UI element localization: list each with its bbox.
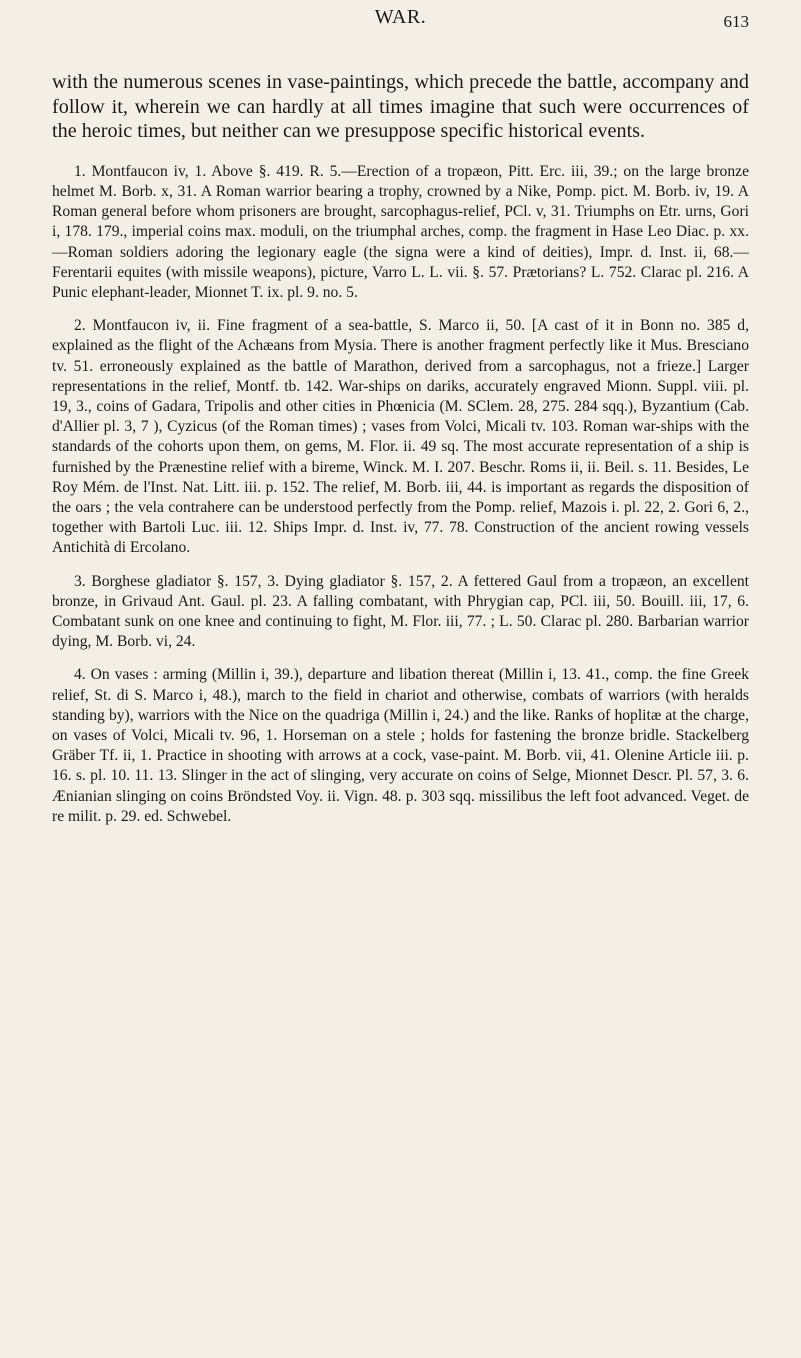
page-header [52, 0, 749, 34]
footnote-1: 1. Montfaucon iv, 1. Above §. 419. R. 5.—Erection of a tropæon, Pitt. Erc. iii, 39.; on the large bronze helmet M. Borb. x, 31. A Roman warrior bearing a trophy, crowned by a Nike, Pomp. pict. M. Borb. iv, 19. A Roman general before whom prisoners are brought, sarcophagus-relief, PCl. v, 31. Triumphs on Etr. urns, Gori i, 178. 179., imperial coins max. moduli, on the triumphal arches, comp. the fragment in Hase Leo Diac. p. xx.—Roman soldiers adoring the legionary eagle (the signa were a kind of deities), Impr. d. Inst. ii, 68.—Ferentarii equites (with missile weapons), picture, Varro L. L. vii. §. 57. Prætorians? L. 752. Clarac pl. 216. A Punic elephant-leader, Mionnet T. ix. pl. 9. no. 5. [52, 162, 749, 301]
running-title: WAR. [374, 6, 427, 28]
page-number: 613 [723, 12, 749, 31]
footnote-2: 2. Montfaucon iv, ii. Fine fragment of a sea-battle, S. Marco ii, 50. [A cast of it in Bonn no. 385 d, explained as the flight of the Achæans from Mysia. There is another fragment perfectly like it Mus. Bresciano tv. 51. erroneously explained as the battle of Marathon, derived from a sarcophagus, not a frieze.] Larger representations in the relief, Montf. tb. 142. War-ships on dariks, accurately engraved Mionn. Suppl. viii. pl. 19, 3., coins of Gadara, Tripolis and other cities in Phœnicia (M. SClem. 28, 275. 284 sqq.), Byzantium (Cab. d'Allier pl. 3, 7 ), Cyzicus (of the Roman times) ; vases from Volci, Micali tv. 103. Roman war-ships with the standards of the cohorts upon them, on gems, M. Flor. ii. 49 sq. The most accurate representation of a ship is furnished by the Prænestine relief with a bireme, Winck. M. I. 207. Beschr. Roms ii, ii. Beil. s. 11. Besides, Le Roy Mém. de l'Inst. Nat. Litt. iii. p. 152. The relief, M. Borb. iii, 44. is important as regards the disposition of the oars ; the vela contrahere can be understood perfectly from the Pomp. relief, Mazois i. pl. 22, 2. Gori 6, 2., together with Bartoli Luc. iii. 12. Ships Impr. d. Inst. iv, 77. 78. Construction of the ancient rowing vessels Antichità di Ercolano. [52, 317, 749, 557]
body-paragraph: with the numerous scenes in vase-paintings, which precede the battle, accompany and follow it, wherein we can hardly at all times imagine that such were occurrences of the heroic times, but neither can we presuppose specific historical events. [52, 71, 749, 143]
footnote-4: 4. On vases : arming (Millin i, 39.), departure and libation thereat (Millin i, 13. 41., comp. the fine Greek relief, St. di S. Marco i, 48.), march to the field in chariot and otherwise, combats of warriors (with heralds standing by), warriors with the Nice on the quadriga (Millin i, 24.) and the like. Ranks of hoplitæ at the charge, on vases of Volci, Micali tv. 96, 1. Horseman on a stele ; holds for fastening the bronze bridle. Stackelberg Gräber Tf. ii, 1. Practice in shooting with arrows at a cock, vase-paint. M. Borb. vii, 41. Olenine Article iii. p. 16. s. pl. 10. 11. 13. Slinger in the act of slinging, very accurate on coins of Selge, Mionnet Descr. Pl. 57, 3. 6. Ænianian slinging on coins Bröndsted Voy. ii. Vign. 48. p. 303 sqq. missilibus the left foot advanced. Veget. de re milit. p. 29. ed. Schwebel. [52, 666, 749, 825]
footnote-3: 3. Borghese gladiator §. 157, 3. Dying gladiator §. 157, 2. A fettered Gaul from a tropæon, an excellent bronze, in Grivaud Ant. Gaul. pl. 23. A falling combatant, with Phrygian cap, PCl. iii, 50. Bouill. iii, 17, 6. Combatant sunk on one knee and continuing to fight, M. Flor. iii, 77. ; L. 50. Clarac pl. 280. Barbarian warrior dying, M. Borb. vi, 24. [52, 572, 749, 651]
